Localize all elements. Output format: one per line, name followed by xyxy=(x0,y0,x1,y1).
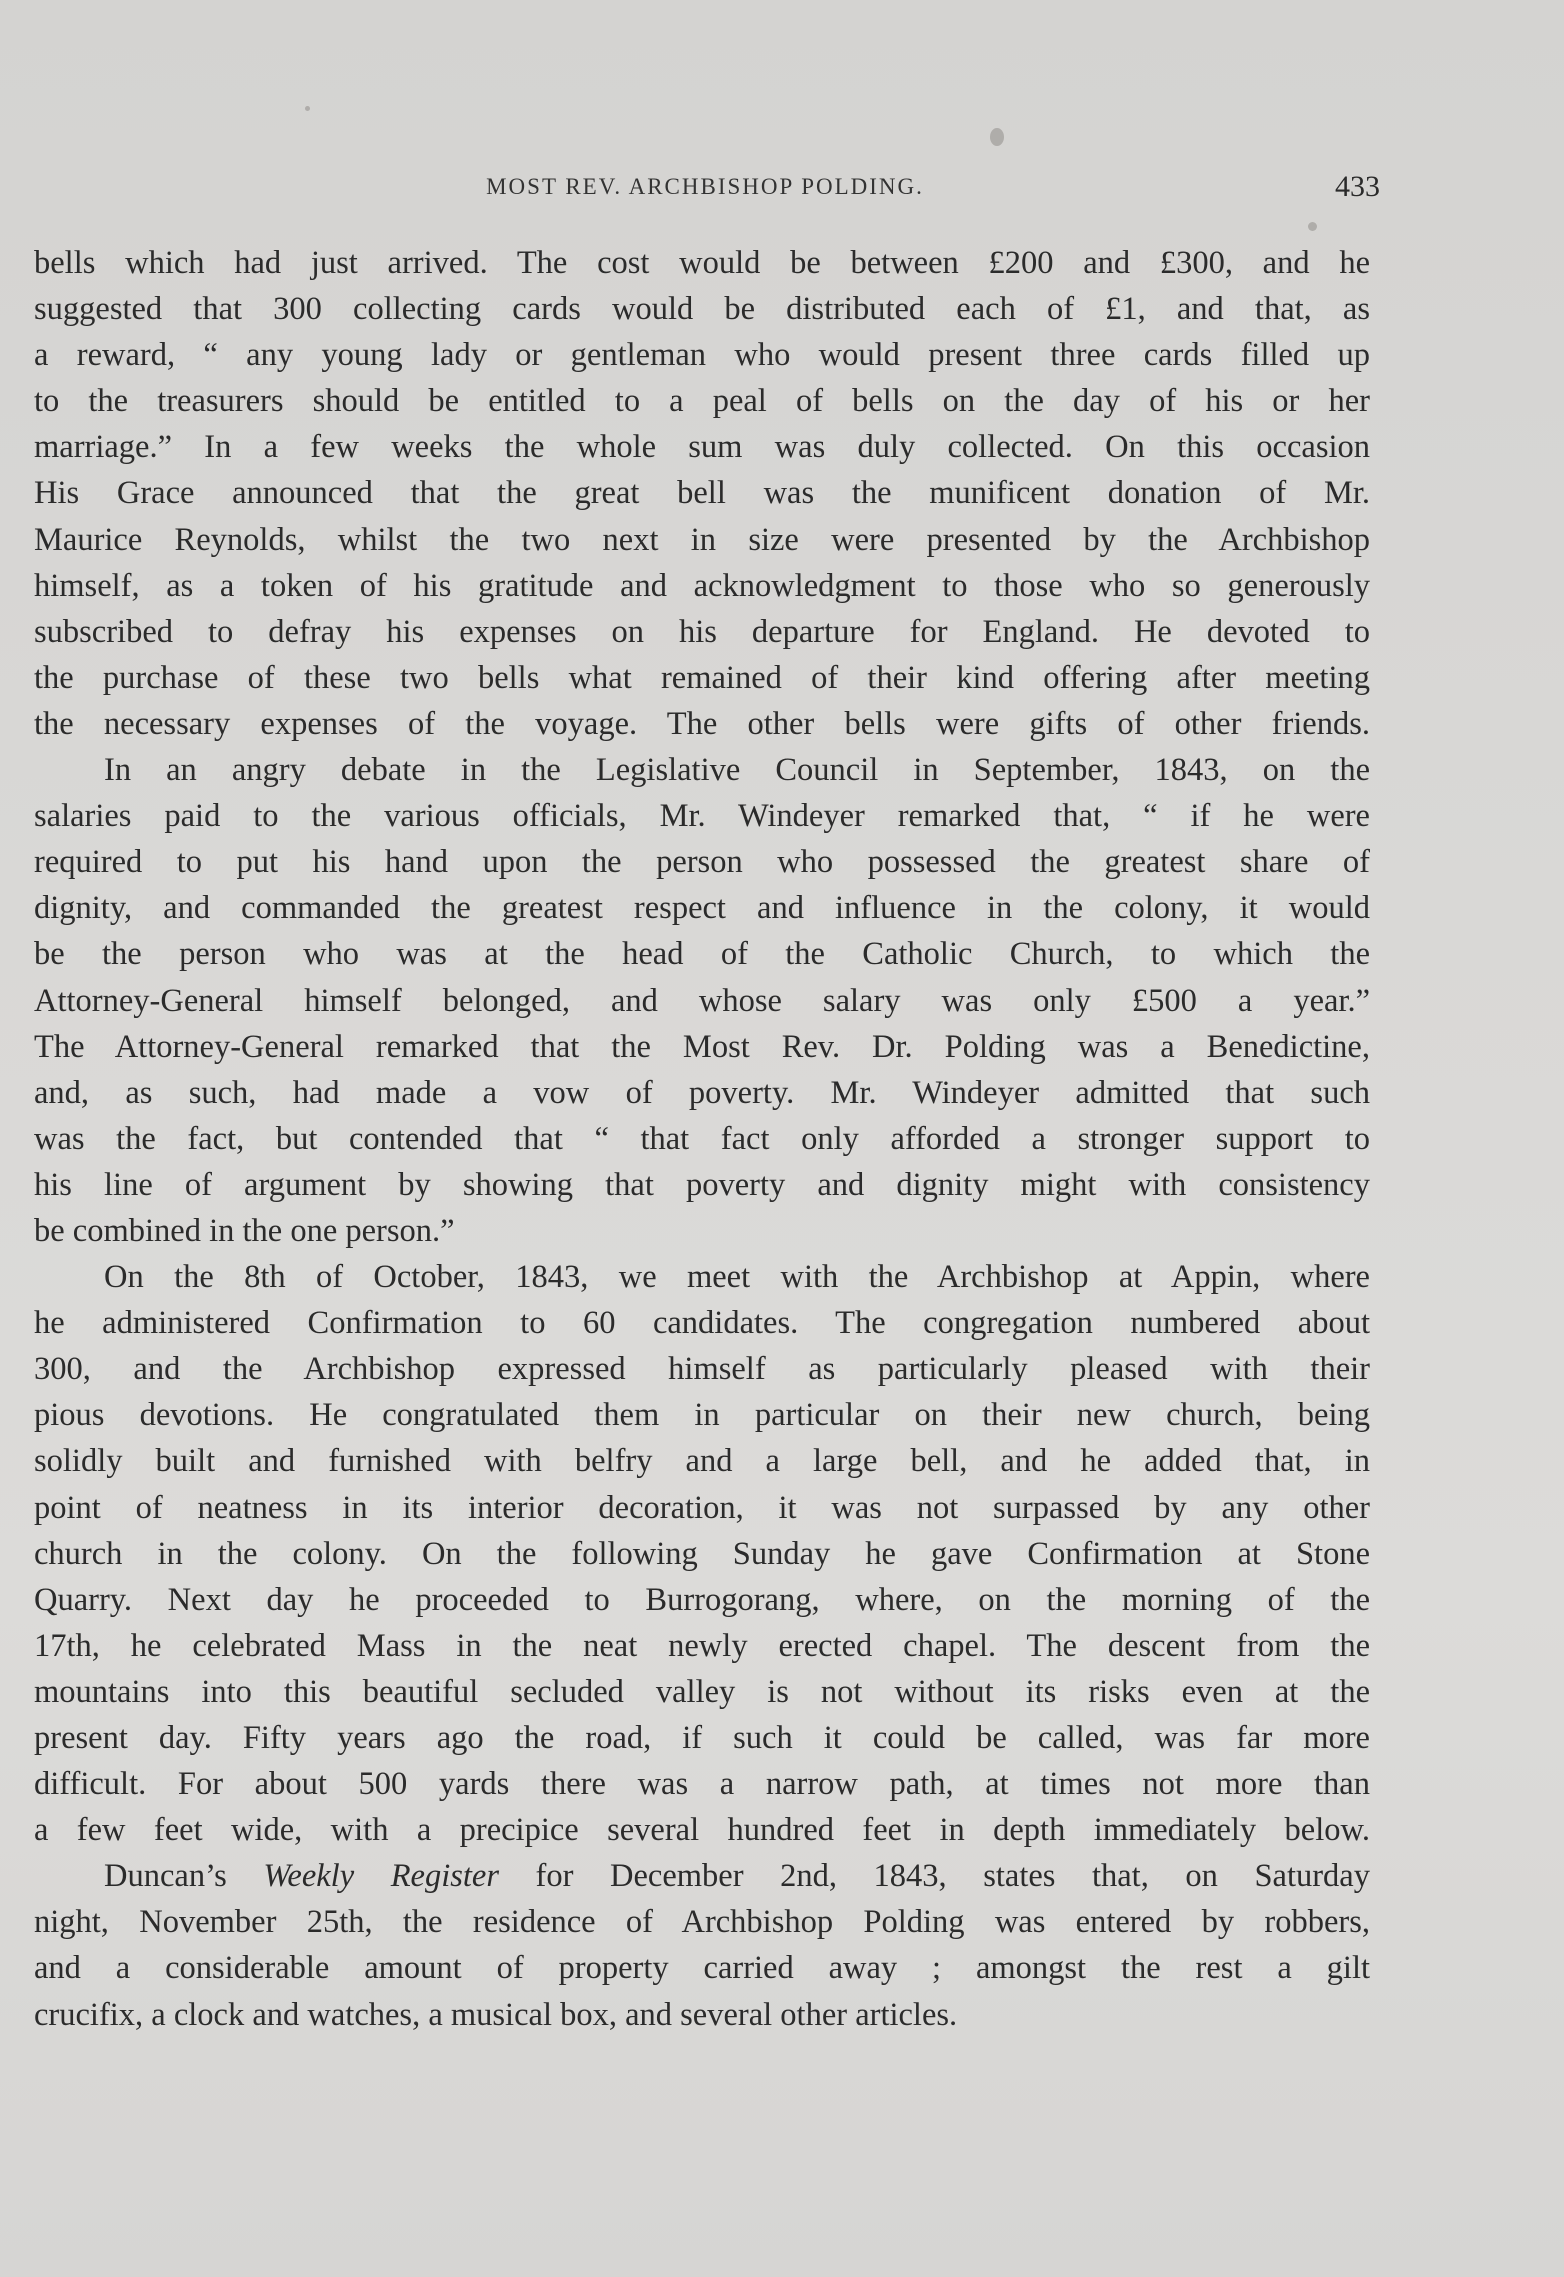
text-line: 17th, he celebrated Mass in the neat newly erected chapel. The descent from the xyxy=(34,1627,1370,1664)
text-line: required to put his hand upon the person who possessed the greatest share of xyxy=(34,844,1370,881)
text-line: night, November 25th, the residence of Archbishop Polding was entered by robbers, xyxy=(34,1904,1370,1941)
paper-speck xyxy=(990,128,1004,146)
text-line: the necessary expenses of the voyage. The other bells were gifts of other friends. xyxy=(34,705,1370,742)
text-line: and, as such, had made a vow of poverty. Mr. Windeyer admitted that such xyxy=(34,1074,1370,1111)
text-line: a few feet wide, with a precipice several hundred feet in depth immediately below. xyxy=(34,1812,1370,1849)
text-line: dignity, and commanded the greatest respect and influence in the colony, it would xyxy=(34,890,1370,927)
text-line: he administered Confirmation to 60 candidates. The congregation numbered about xyxy=(34,1305,1370,1342)
text-line: to the treasurers should be entitled to a peal of bells on the day of his or her xyxy=(34,383,1370,420)
text-line: In an angry debate in the Legislative Council in September, 1843, on the xyxy=(104,752,1370,789)
paragraph xyxy=(34,1853,1370,2037)
text-line: be combined in the one person.” xyxy=(34,1212,455,1249)
text-line: suggested that 300 collecting cards would be distributed each of £1, and that, as xyxy=(34,291,1370,328)
text-line: difficult. For about 500 yards there was a narrow path, at times not more than xyxy=(34,1766,1370,1803)
text-line: and a considerable amount of property carried away ; amongst the rest a gilt xyxy=(34,1950,1370,1987)
text-line: The Attorney-General remarked that the Most Rev. Dr. Polding was a Benedictine, xyxy=(34,1028,1370,1065)
text-line: crucifix, a clock and watches, a musical box, and several other articles. xyxy=(34,1996,958,2033)
text-line: Attorney-General himself belonged, and whose salary was only £500 a year.” xyxy=(34,982,1370,1019)
paper-speck xyxy=(305,106,310,111)
text-line: Quarry. Next day he proceeded to Burrogorang, where, on the morning of the xyxy=(34,1581,1370,1618)
text-line: salaries paid to the various officials, Mr. Windeyer remarked that, “ if he were xyxy=(34,798,1370,835)
text-line: was the fact, but contended that “ that fact only afforded a stronger support to xyxy=(34,1120,1370,1157)
paper-speck xyxy=(1308,222,1317,231)
text-line: On the 8th of October, 1843, we meet with the Archbishop at Appin, where xyxy=(104,1259,1370,1296)
text-line: mountains into this beautiful secluded valley is not without its risks even at the xyxy=(34,1673,1370,1710)
text-line: himself, as a token of his gratitude and acknowledgment to those who so generously xyxy=(34,567,1370,604)
text-line: be the person who was at the head of the Catholic Church, to which the xyxy=(34,936,1370,973)
paragraph xyxy=(34,747,1370,1254)
paragraph xyxy=(34,240,1370,747)
newspaper-title: Weekly Register xyxy=(263,1858,499,1895)
text-line: present day. Fifty years ago the road, if such it could be called, was far more xyxy=(34,1720,1370,1756)
text-run: for December 2nd, 1843, states that, on Saturday xyxy=(499,1858,1370,1895)
page-number: 433 xyxy=(1335,170,1380,203)
text-line: subscribed to defray his expenses on his departure for England. He devoted to xyxy=(34,613,1370,650)
text-line: pious devotions. He congratulated them in particular on their new church, being xyxy=(34,1397,1370,1434)
text-line: point of neatness in its interior decoration, it was not surpassed by any other xyxy=(34,1489,1370,1526)
text-line: bells which had just arrived. The cost would be between £200 and £300, and he xyxy=(34,245,1370,281)
text-line xyxy=(34,1853,1370,1899)
text-line: Maurice Reynolds, whilst the two next in size were presented by the Archbishop xyxy=(34,521,1370,558)
paragraph xyxy=(34,1254,1370,1853)
text-run: Duncan’s xyxy=(104,1858,264,1895)
text-line: His Grace announced that the great bell was the munificent donation of Mr. xyxy=(34,475,1370,512)
text-line: the purchase of these two bells what remained of their kind offering after meeting xyxy=(34,659,1370,696)
text-line: marriage.” In a few weeks the whole sum was duly collected. On this occasion xyxy=(34,429,1370,466)
text-line: church in the colony. On the following Sunday he gave Confirmation at Stone xyxy=(34,1535,1370,1572)
text-line: solidly built and furnished with belfry and a large bell, and he added that, in xyxy=(34,1443,1370,1480)
running-head xyxy=(30,170,1380,210)
text-line: his line of argument by showing that poverty and dignity might with consistency xyxy=(34,1166,1370,1203)
body-text xyxy=(34,240,1370,2038)
text-line: a reward, “ any young lady or gentleman who would present three cards filled up xyxy=(34,337,1370,374)
running-title: MOST REV. ARCHBISHOP POLDING. xyxy=(486,174,924,199)
text-line: 300, and the Archbishop expressed himself as particularly pleased with their xyxy=(34,1351,1370,1388)
